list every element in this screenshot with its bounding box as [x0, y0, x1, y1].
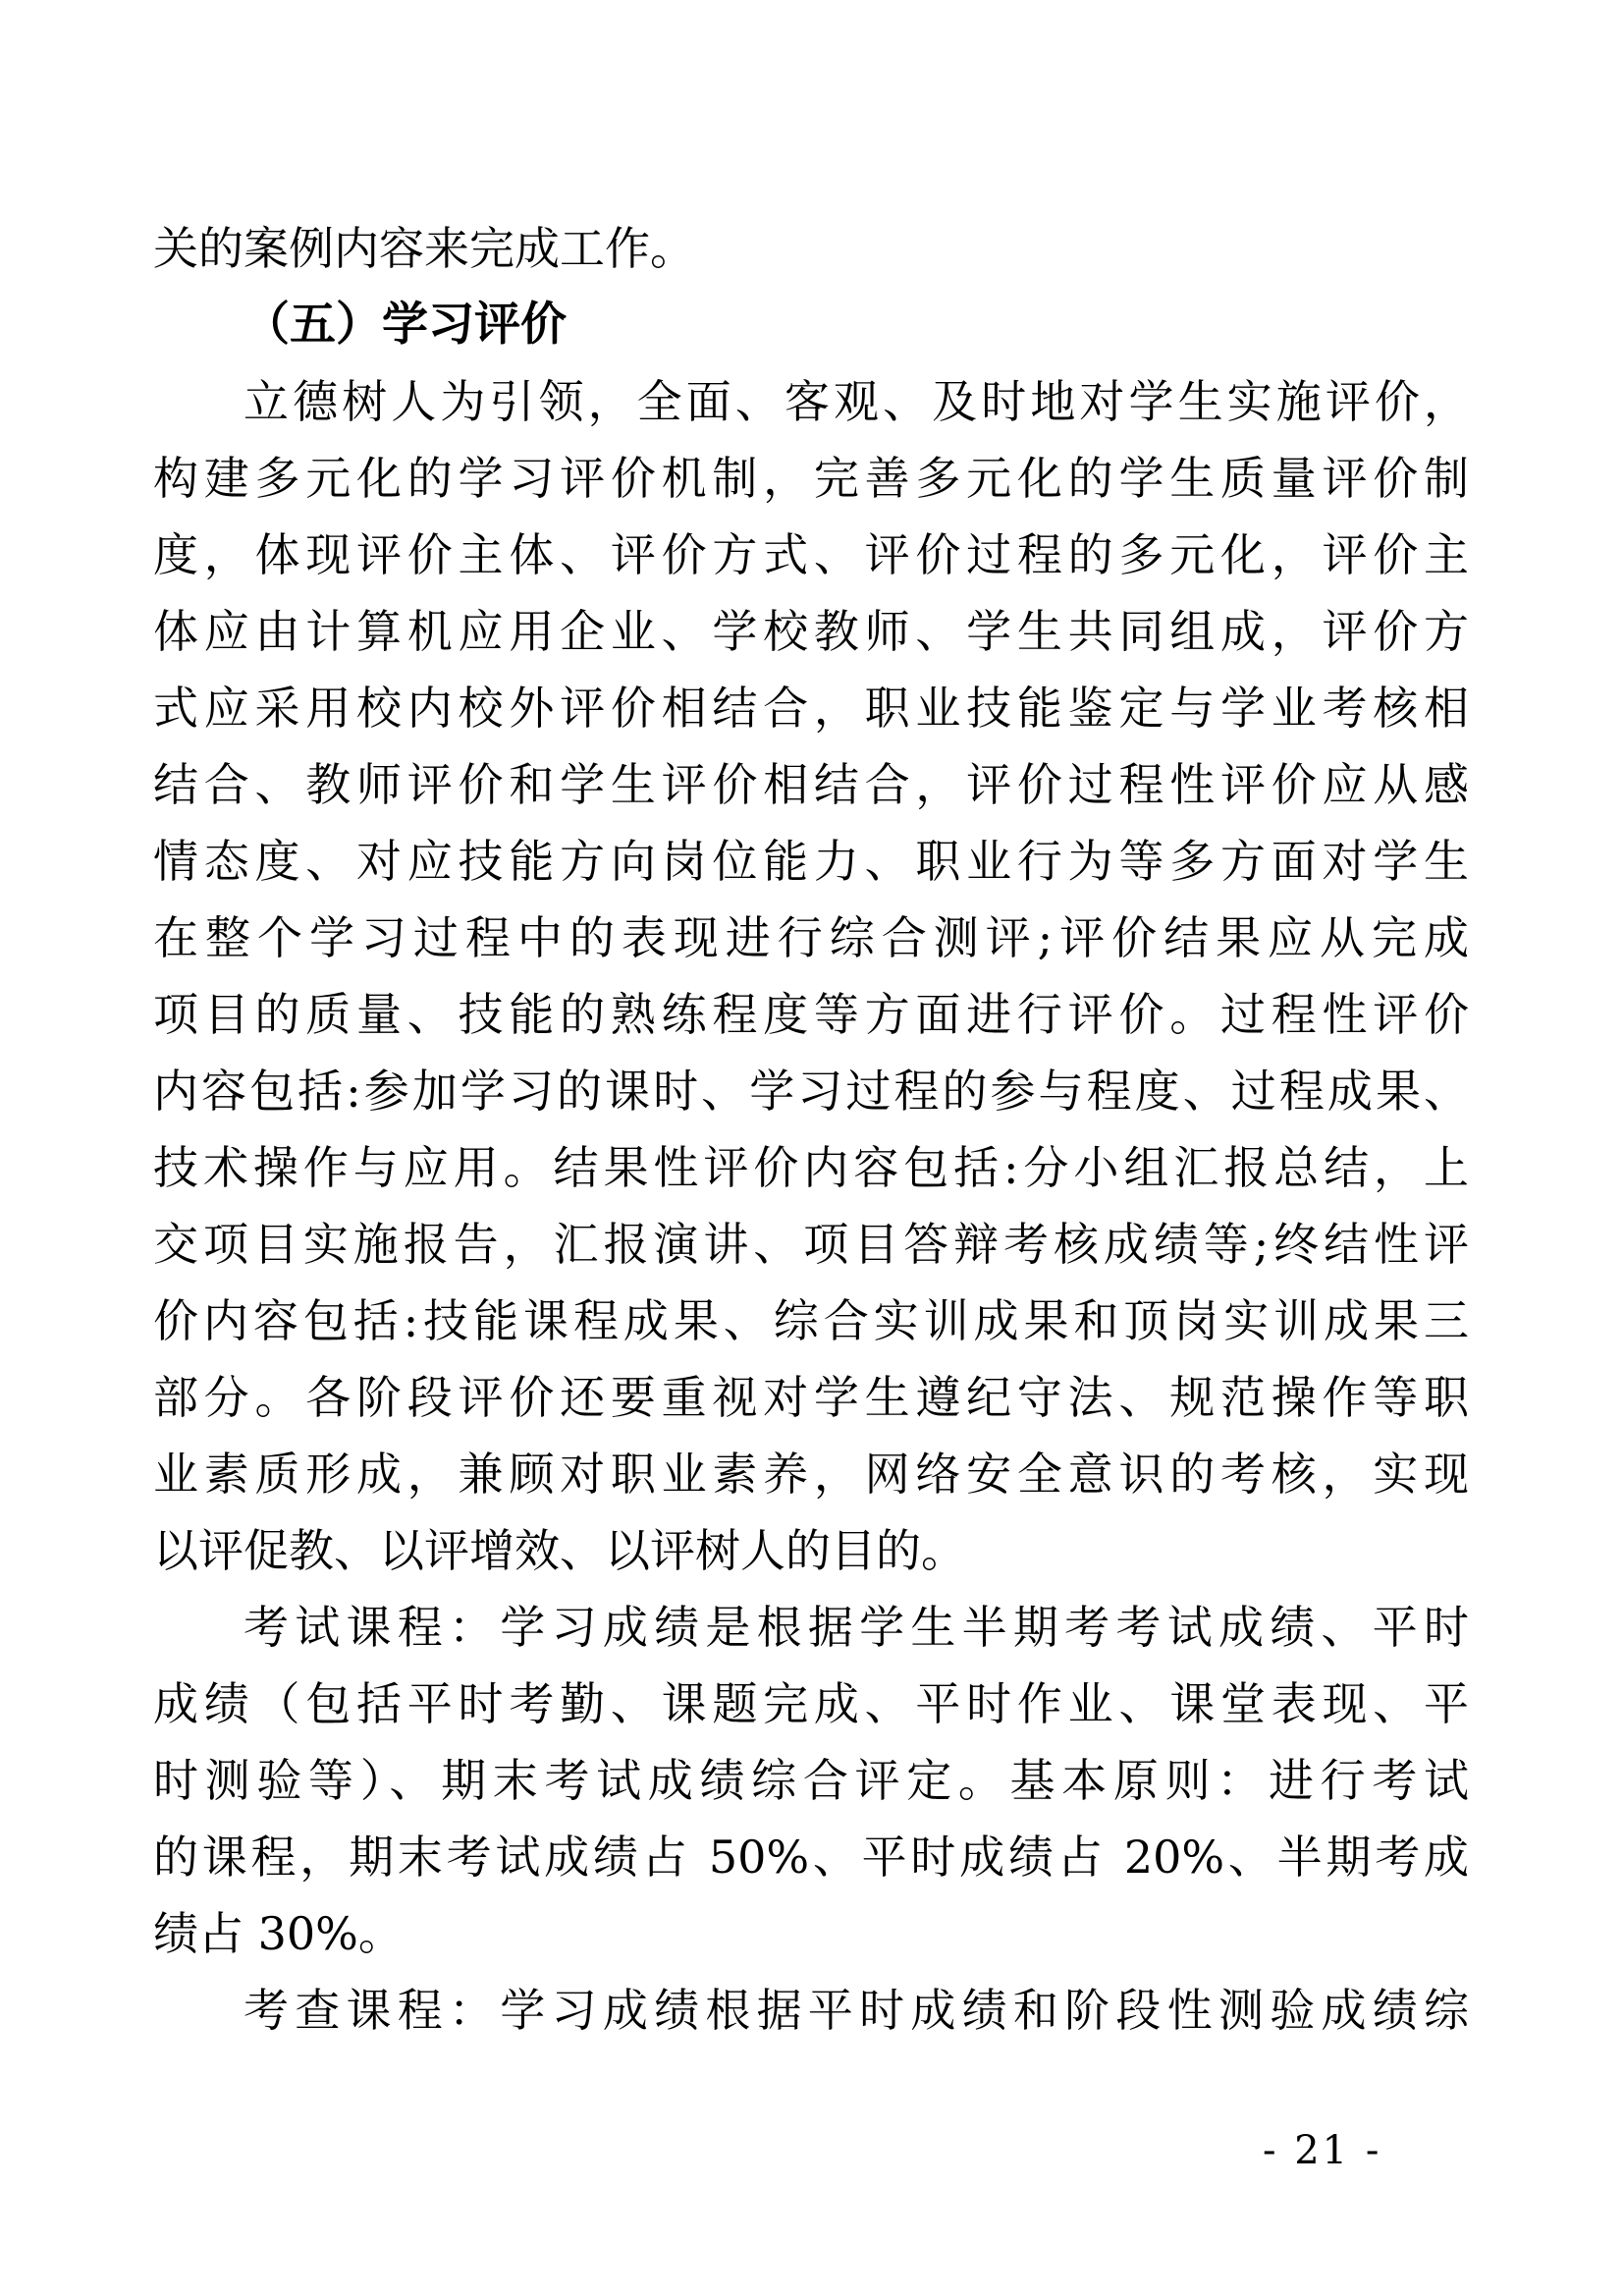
para1-line: 内容包括:参加学习的课时、学习过程的参与程度、过程成果、 — [153, 1065, 1469, 1118]
para1-line: 度，体现评价主体、评价方式、评价过程的多元化，评价主 — [153, 528, 1469, 581]
para2-line: 时测验等）、期末考试成绩综合评定。基本原则：进行考试 — [153, 1754, 1469, 1807]
para1-line: 交项目实施报告，汇报演讲、项目答辩考核成绩等;终结性评 — [153, 1218, 1469, 1271]
para1-line: 项目的质量、技能的熟练程度等方面进行评价。过程性评价 — [153, 988, 1469, 1041]
para1-line: 在整个学习过程中的表现进行综合测评;评价结果应从完成 — [153, 911, 1469, 964]
para1-line: 价内容包括:技能课程成果、综合实训成果和顶岗实训成果三 — [153, 1294, 1469, 1347]
para1-line: 情态度、对应技能方向岗位能力、职业行为等多方面对学生 — [153, 835, 1469, 888]
para1-line: 式应采用校内校外评价相结合，职业技能鉴定与学业考核相 — [153, 682, 1469, 735]
section-heading: （五）学习评价 — [243, 298, 567, 352]
para2-line: 考试课程：学习成绩是根据学生半期考考试成绩、平时 — [243, 1601, 1469, 1654]
page-number: - 21 - — [1263, 2128, 1382, 2173]
para1-line: 以评促教、以评增效、以评树人的目的。 — [153, 1524, 966, 1577]
para1-line: 构建多元化的学习评价机制，完善多元化的学生质量评价制 — [153, 452, 1469, 505]
para1-line: 业素质形成，兼顾对职业素养，网络安全意识的考核，实现 — [153, 1448, 1469, 1501]
para3-line: 考查课程：学习成绩根据平时成绩和阶段性测验成绩综 — [243, 1984, 1469, 2037]
para1-line: 体应由计算机应用企业、学校教师、学生共同组成，评价方 — [153, 605, 1469, 658]
para1-line: 结合、教师评价和学生评价相结合，评价过程性评价应从感 — [153, 758, 1469, 811]
para2-line: 绩占 30%。 — [153, 1907, 404, 1960]
para1-line: 部分。各阶段评价还要重视对学生遵纪守法、规范操作等职 — [153, 1371, 1469, 1424]
para1-line: 技术操作与应用。结果性评价内容包括:分小组汇报总结，上 — [153, 1141, 1469, 1194]
paragraph-continuation-line: 关的案例内容来完成工作。 — [153, 222, 695, 275]
para2-line: 成绩（包括平时考勤、课题完成、平时作业、课堂表现、平 — [153, 1677, 1469, 1730]
para1-line: 立德树人为引领，全面、客观、及时地对学生实施评价， — [243, 375, 1469, 428]
para2-line: 的课程，期末考试成绩占 50%、平时成绩占 20%、半期考成 — [153, 1831, 1469, 1884]
document-body — [153, 210, 1469, 2049]
